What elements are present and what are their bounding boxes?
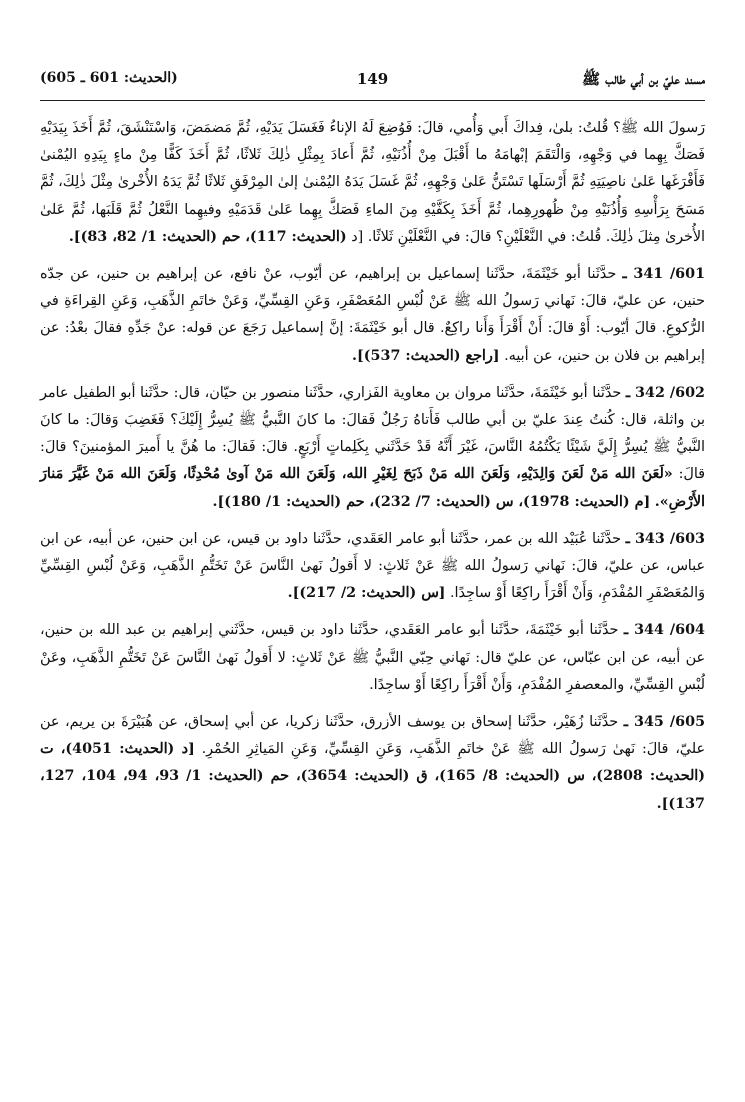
reference: [س (الحديث: 2/ 217)]. [287, 585, 446, 602]
header-divider [40, 100, 705, 101]
hadith-number: 604/ 344 ـ [623, 622, 705, 639]
hadith-602 [40, 380, 705, 516]
hadith-605 [40, 709, 705, 818]
reference: [د (الحديث: 4051)، ت (الحديث: 2808)، س (الحديث: 8/ 165)، ق (الحديث: 3654)، حم (الحديث: 1/ 93، 94، 104، 127، 137)]. [40, 741, 706, 812]
paragraph-text: حدَّثَنا زُهَيْر، حدَّثَنا إسحاق بن يوسف الأزرق، حدَّثَنا زكريا، عن أبي إسحاق، عن هُبَيْرَةَ بن يريم، عن عليّ، قالَ: نَهىٰ رَسولُ الله ﷺ عَنْ خاتَمِ الذَّهَبِ، وَعَنِ القِسِّيِّ، وَعَنِ المَياثِرِ الحُمْرِ. [40, 714, 705, 758]
paragraph-text: حدَّثَنا أبو خَيْثَمَةَ، حدَّثَنا إسماعيل بن إبراهيم، عن أيّوب، عنْ نافع، عن إبراهيم بن حنين، عن جدّه حنين، عن عليّ، قالَ: نَهاني رَسولُ الله ﷺ عَنْ لُبْسِ المُعَصْفَرِ، وَعَنِ القِسِّيِّ، وَعَنْ خاتَمِ الذَّهَبِ، وَعَنِ القِراءَةِ في الرُّكوعِ. قالَ أيّوب: أَوْ قالَ: أَنْ أَقْرَأَ وَأَنا راكِعٌ. قال أبو خَيْثَمَةَ: إنَّ إسماعيل رَجَعَ عن قوله: عنْ جَدِّهِ فقالَ بعْدُ: عن إبراهيم بن فلان بن حنين، عن أبيه. [40, 266, 705, 364]
hadith-603 [40, 526, 705, 608]
paragraph-text: رَسولَ الله ﷺ؟ قُلتُ: بلىٰ، فِداكَ أَبي وَأُمي، قالَ: فَوُضِعَ لَهُ الإناءُ فَغَسَلَ يَدَيْهِ، ثُمَّ مَضمَضَ، وَاسْتَنْشَقَ، ثُمَّ أَخَذَ بِيَدَيْهِ فَصَكَّ بِهِما في وَجْهِهِ، وَالْتَقَمَ إبْهامَهُ ما أَقْبَلَ مِنْ أُذُنَيْهِ، ثُمَّ أَعادَ بِمِثْلِ ذٰلِكَ ثَلاثًا، ثُمَّ أَخَذَ كَفًّا مِنْ ماءٍ بِيَدِهِ اليُمْنىٰ فَأَفْرَغَها عَلىٰ ناصِيَتِهِ ثُمَّ أَرْسَلَها تَسْتَنُّ عَلىٰ وَجْهِهِ، ثُمَّ غَسَلَ يَدَهُ اليُمْنىٰ إلىٰ المِرْفَقِ ثَلاثًا ثُمَّ يَدَهُ الأُخْرىٰ مِثْلَ ذٰلِكَ، ثُمَّ مَسَحَ بِرَأْسِهِ وَأُذُنَيْهِ مِنْ ظُهورِهِما، ثُمَّ أَخَذَ بِكَفَّيْهِ مِنَ الماءِ فَصَكَّ بِهِما عَلىٰ قَدَمَيْهِ وفيهِما النَّعْلُ ثُمَّ قَلَبَها، ثُمَّ عَلىٰ الأُخرىٰ مِثلَ ذٰلِكَ. قُلتُ: في النَّعْلَيْنِ؟ قالَ: في النَّعْلَيْنِ ثَلاثًا. [د [40, 120, 705, 245]
paragraph-text: حدَّثَنا عُبَيْد الله بن عمر، حدَّثَنا أبو عامر العَقَدي، حدَّثَنا داود بن قيس، عن ابن حنين، عن أبيه، عن ابن عباس، عن عليّ، قالَ: نَهاني رَسولُ الله ﷺ عَنْ ثَلاثٍ: لا أَقولُ نَهىٰ النَّاسَ عَنْ تَخَتُّمِ الذَّهَبِ، وَعَنْ لُبْسِ القِسِّيِّ وَالمُعَصْفَرِ المُفْدَمِ، وَأَنْ أَقْرَأَ راكِعًا أَوْ ساجِدًا. [40, 530, 705, 602]
hadith-number: 602/ 342 ـ [625, 384, 705, 401]
paragraph-continuation [40, 115, 705, 251]
hadith-601 [40, 261, 705, 370]
page-header [40, 70, 705, 100]
hadith-number: 601/ 341 ـ [622, 266, 706, 283]
paragraph-text: حدَّثَنا أبو خَيْثَمَةَ، حدَّثَنا مروان بن معاوية الفَزاري، حدَّثَنا منصور بن حيّان، قال: حدَّثَنا أبو الطفيل عامر بن واثلة، قال: كُنتُ عِندَ عليّ بن أبي طالب فَأَتاهُ رَجُلٌ فَقالَ: ما كانَ النَّبيُّ ﷺ يُسِرُّ إِلَيْكَ؟ فَغَضِبَ وَقالَ: ما كانَ النَّبيُّ ﷺ يُسِرُّ إِلَيَّ شَيْئًا يَكْتُمُهُ النَّاسَ، غَيْرَ أَنَّهُ قَدْ حَدَّثَني بِكَلِماتٍ أَرْبَعٍ. قالَ: فَقالَ: ما هُنَّ يا أَميرَ المؤمنينَ؟ قالَ: قالَ: [40, 384, 706, 483]
hadith-range: (الحديث: 601 ـ 605) [40, 70, 178, 86]
page [40, 70, 705, 1070]
page-number: 149 [356, 70, 389, 88]
hadith-604 [40, 617, 705, 699]
hadith-number: 605/ 345 ـ [623, 714, 706, 731]
hadith-number: 603/ 343 ـ [625, 530, 705, 547]
reference: [م (الحديث: 1978)، س (الحديث: 7/ 232)، حم (الحديث: 1/ 180)]. [212, 493, 651, 510]
page-body [40, 115, 705, 818]
reference: [راجع (الحديث: 537)]. [352, 347, 500, 364]
bold-quote: «لَعَنَ الله مَنْ لَعَنَ وَالِدَيْهِ، وَلَعَنَ الله مَنْ ذَبَحَ لِغَيْرِ الله، وَلَعَنَ الله مَنْ آوىٰ مُحْدِثًا، وَلَعَنَ الله مَنْ غَيَّرَ مَنارَ الأَرْضِ». [40, 466, 705, 510]
paragraph-text: حدَّثَنا أبو خَيْثَمَةَ، حدَّثَنا أبو عامر العَقَدي، حدَّثَنا داود بن قيس، حدَّثَني إبراهيم بن عبد الله بن حنين، عن أبيه، عن ابن عبّاس، عن عليّ قال: نَهاني حِبّي النَّبيُّ ﷺ عَنْ ثَلاثٍ: لا أَقولُ نَهىٰ النَّاسَ عَنْ تَخَتُّمِ الذَّهَبِ، وعَنْ لُبْسِ القِسِّيِّ، والمعصفرِ المُفْدَمِ، وَأَنْ أَقْرَأَ راكِعًا أَوْ ساجِدًا. [40, 622, 705, 693]
book-title: مسند عليّ بن أبي طالب ﷺ [581, 70, 705, 88]
reference: (الحديث: 117)، حم (الحديث: 1/ 82، 83)]. [68, 228, 347, 245]
